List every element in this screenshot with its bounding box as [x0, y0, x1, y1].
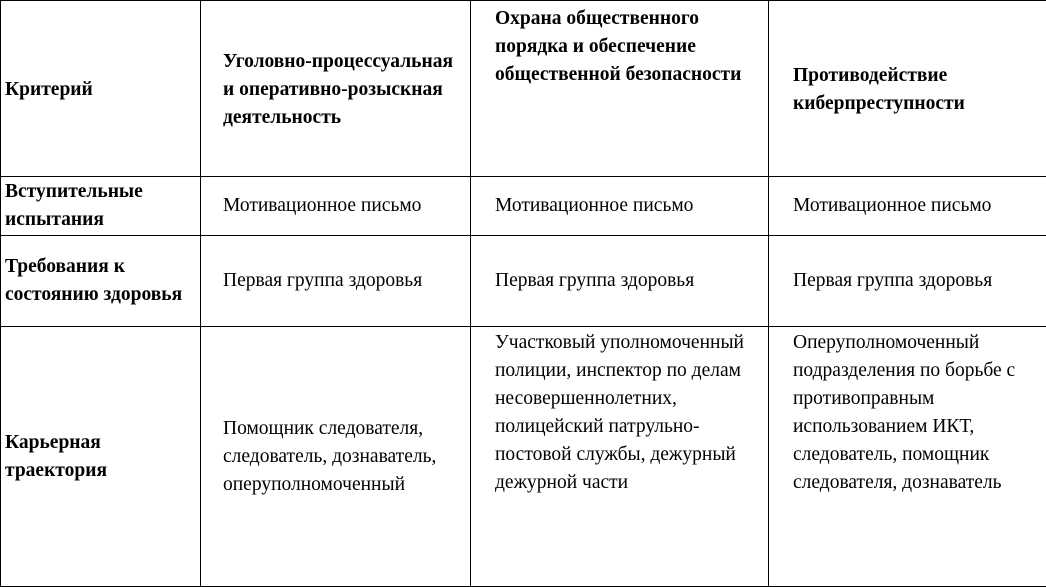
table-row — [1, 327, 1046, 587]
row-label-entrance-tests: Вступительные испытания — [1, 177, 201, 236]
table-cell: Первая группа здоровья — [769, 236, 1046, 327]
table-cell: Мотивационное письмо — [769, 177, 1046, 236]
header-row — [1, 1, 1046, 177]
table-cell: Помощник следователя, следователь, дознаватель, оперуполномоченный — [201, 327, 471, 587]
header-public-order: Охрана общественного порядка и обеспечение общественной безопасности — [471, 1, 769, 177]
table-row — [1, 236, 1046, 327]
table-cell: Мотивационное письмо — [471, 177, 769, 236]
table-cell: Оперуполномоченный подразделения по борьбе с противоправным использованием ИКТ, следователь, помощник следователя, дознаватель — [769, 327, 1046, 587]
header-criterion: Критерий — [1, 1, 201, 177]
table-cell: Участковый уполномоченный полиции, инспектор по делам несовершеннолетних, полицейский патрульно-постовой службы, дежурный дежурной части — [471, 327, 769, 587]
header-criminal-procedure: Уголовно-процессуальная и оперативно-розыскная деятельность — [201, 1, 471, 177]
header-cybercrime: Противодействие киберпреступности — [769, 1, 1046, 177]
table-row — [1, 177, 1046, 236]
row-label-health-requirements: Требования к состоянию здоровья — [1, 236, 201, 327]
row-label-career-path: Карьерная траектория — [1, 327, 201, 587]
table-cell: Первая группа здоровья — [201, 236, 471, 327]
table-cell: Мотивационное письмо — [201, 177, 471, 236]
table-cell: Первая группа здоровья — [471, 236, 769, 327]
